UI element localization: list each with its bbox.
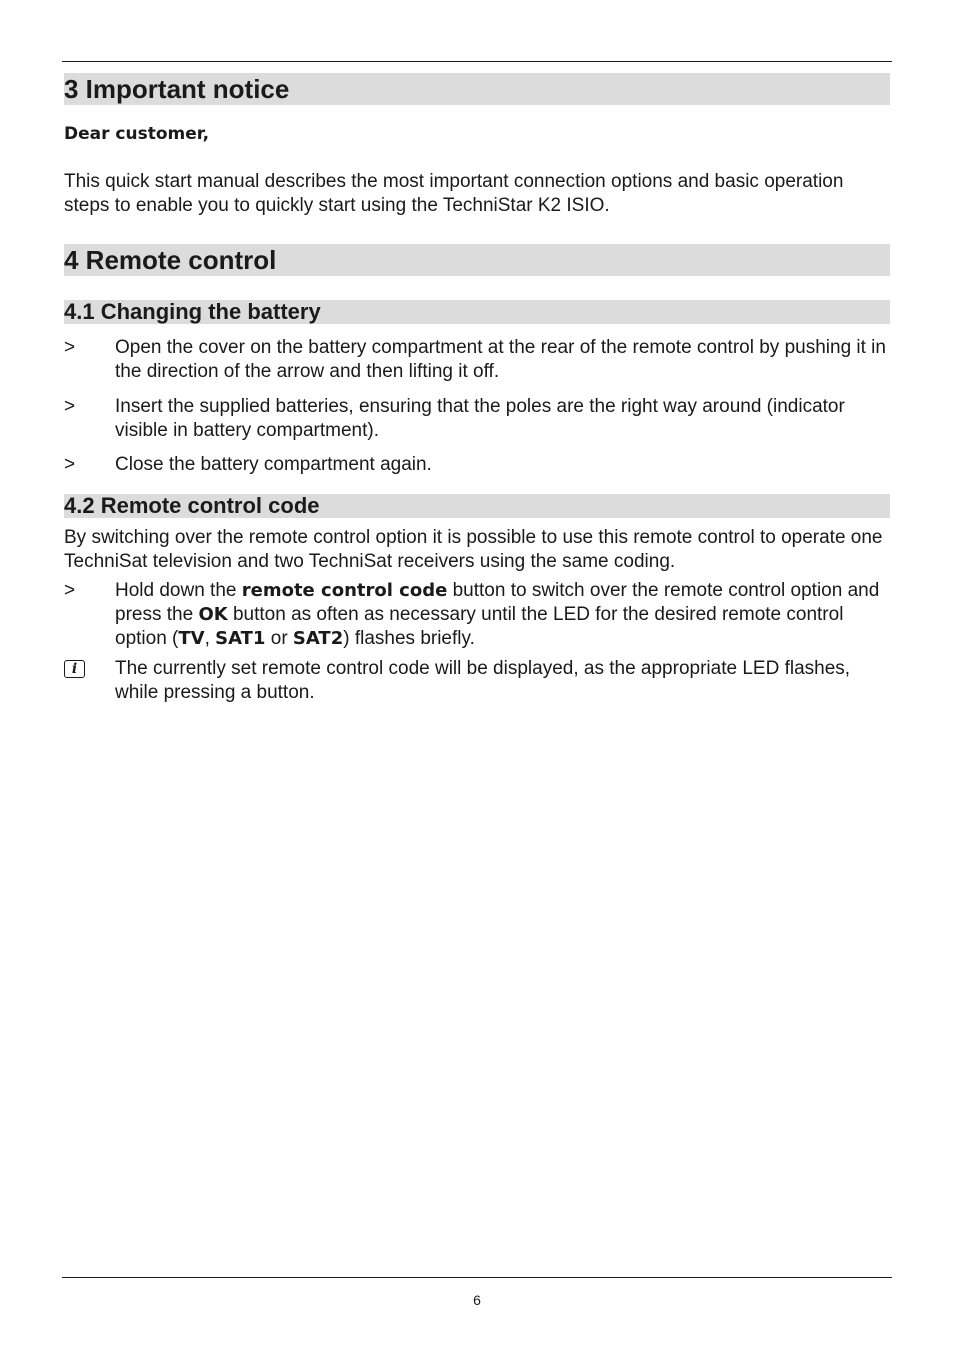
step-text: or xyxy=(265,628,293,649)
bullet-marker: > xyxy=(64,454,76,475)
heading-remote-control: 4 Remote control xyxy=(64,244,890,276)
heading-changing-battery: 4.1 Changing the battery xyxy=(64,300,890,324)
intro-paragraph: This quick start manual describes the most important connection options and basic operation steps to enable you to quickly start using the TechniStar K2 ISIO. xyxy=(64,171,844,216)
page-number: 6 xyxy=(473,1292,481,1308)
bottom-rule xyxy=(62,1277,892,1278)
bullet-marker: > xyxy=(64,580,76,601)
step-text: button to switch over the remote control option and press the xyxy=(115,580,880,625)
key-sat2: SAT2 xyxy=(292,628,344,649)
key-remote-control-code: remote control code xyxy=(241,580,448,601)
key-tv: TV xyxy=(178,628,205,649)
step-text: , xyxy=(204,628,216,649)
page-content xyxy=(64,73,890,705)
battery-step-1: Open the cover on the battery compartment at the rear of the remote control by pushing it in the direction of the arrow and then lifting it off. xyxy=(115,337,886,382)
heading-remote-control-code: 4.2 Remote control code xyxy=(64,494,890,518)
list-item xyxy=(64,395,890,443)
battery-step-2: Insert the supplied batteries, ensuring that the poles are the right way around (indicator visible in battery compartment). xyxy=(115,396,845,441)
bullet-marker: > xyxy=(64,396,76,417)
step-text: Hold down the xyxy=(115,580,242,601)
list-item xyxy=(64,336,890,384)
info-icon: i xyxy=(64,660,85,678)
battery-step-3: Close the battery compartment again. xyxy=(115,454,432,475)
step-text: ) flashes briefly. xyxy=(343,628,475,649)
info-marker xyxy=(64,657,115,705)
step-text: button as often as necessary until the LED for the desired remote control option ( xyxy=(115,604,844,649)
info-note xyxy=(64,657,890,705)
bullet-marker: > xyxy=(64,337,76,358)
top-rule xyxy=(62,61,892,62)
heading-important-notice: 3 Important notice xyxy=(64,73,890,105)
key-sat1: SAT1 xyxy=(215,628,266,649)
remote-code-step xyxy=(115,579,890,651)
remote-code-paragraph: By switching over the remote control option it is possible to use this remote control to operate one TechniSat television and two TechniSat receivers using the same coding. xyxy=(64,527,883,572)
salutation: Dear customer, xyxy=(64,124,210,144)
info-text: The currently set remote control code will be displayed, as the appropriate LED flashes, while pressing a button. xyxy=(115,658,851,703)
list-item xyxy=(64,453,890,477)
list-item xyxy=(64,579,890,651)
key-ok: OK xyxy=(198,604,228,625)
